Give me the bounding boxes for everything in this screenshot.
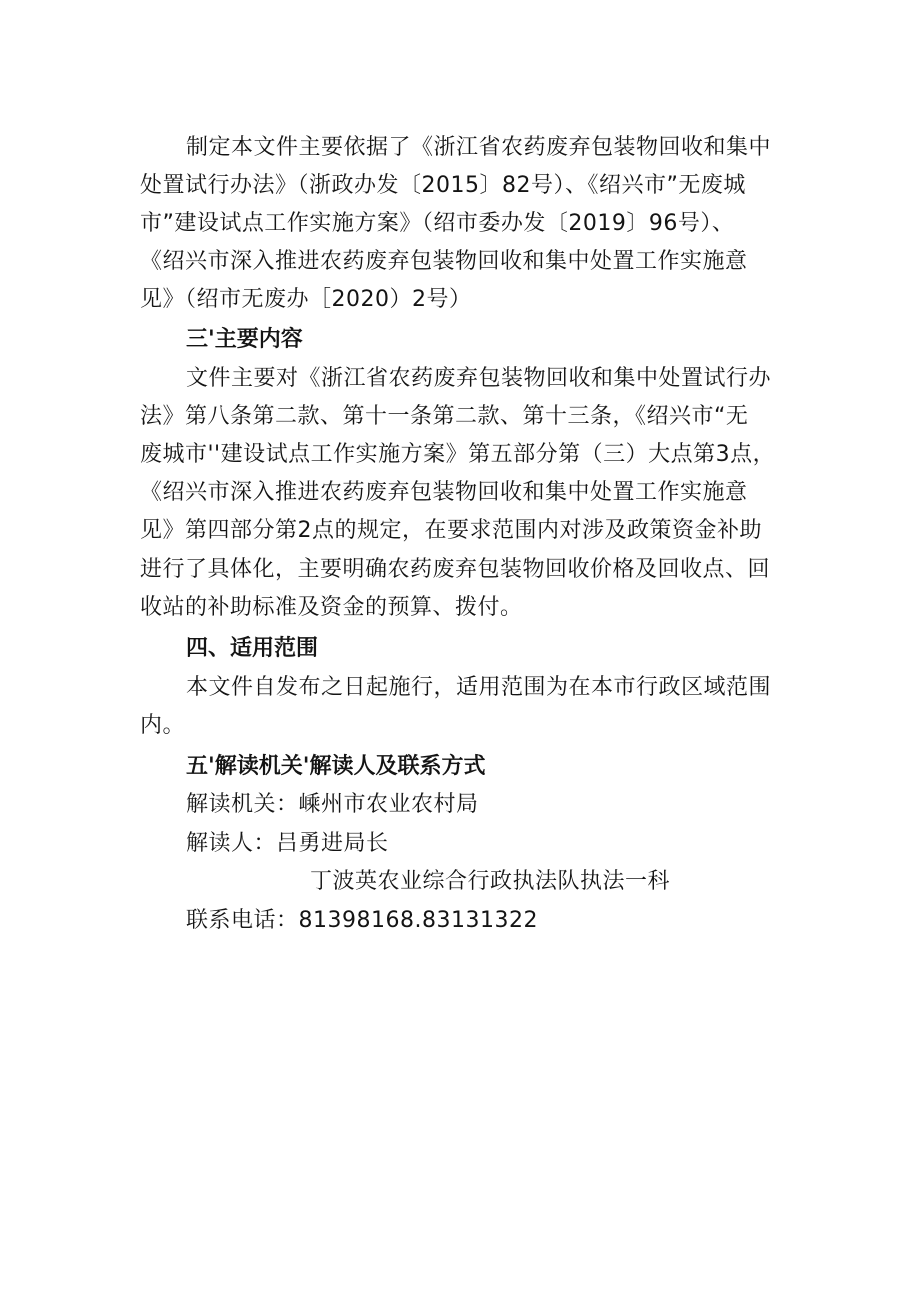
content-line-5: 见》第四部分第2点的规定，在要求范围内对涉及政策资金补助 [140,518,762,543]
section-heading-main-content: 三'主要内容 [186,327,303,352]
basis-line-1: 制定本文件主要依据了《浙江省农药废弃包装物回收和集中 [186,135,772,160]
content-line-2: 法》第八条第二款、第十一条第二款、第十三条，《绍兴市“无 [140,404,749,429]
content-line-4: 《绍兴市深入推进农药废弃包装物回收和集中处置工作实施意 [140,480,748,505]
scope-line-1: 本文件自发布之日起施行，适用范围为在本市行政区域范围 [186,675,772,700]
content-line-1: 文件主要对《浙江省农药废弃包装物回收和集中处置试行办 [186,366,772,391]
section-heading-scope: 四、适用范围 [186,636,319,661]
contact-person-2: 丁波英农业综合行政执法队执法一科 [310,869,671,894]
contact-phone: 联系电话：81398168.83131322 [186,908,538,933]
basis-line-5: 见》（绍市无废办［2020）2号） [140,287,472,312]
scope-line-2: 内。 [140,713,186,738]
content-line-7: 收站的补助标准及资金的预算、拨付。 [140,595,523,620]
basis-line-2: 处置试行办法》（浙政办发〔2015〕82号）、《绍兴市”无废城 [140,173,746,198]
contact-person: 解读人：吕勇进局长 [186,831,389,856]
content-line-3: 废城市''建设试点工作实施方案》第五部分第（三）大点第3点， [140,442,776,467]
section-heading-contact: 五'解读机关'解读人及联系方式 [186,754,486,779]
contact-agency: 解读机关：嵊州市农业农村局 [186,792,479,817]
content-line-6: 进行了具体化，主要明确农药废弃包装物回收价格及回收点、回 [140,557,771,582]
basis-line-3: 市”建设试点工作实施方案》（绍市委办发〔2019〕96号）、 [140,211,735,236]
basis-line-4: 《绍兴市深入推进农药废弃包装物回收和集中处置工作实施意 [140,249,748,274]
